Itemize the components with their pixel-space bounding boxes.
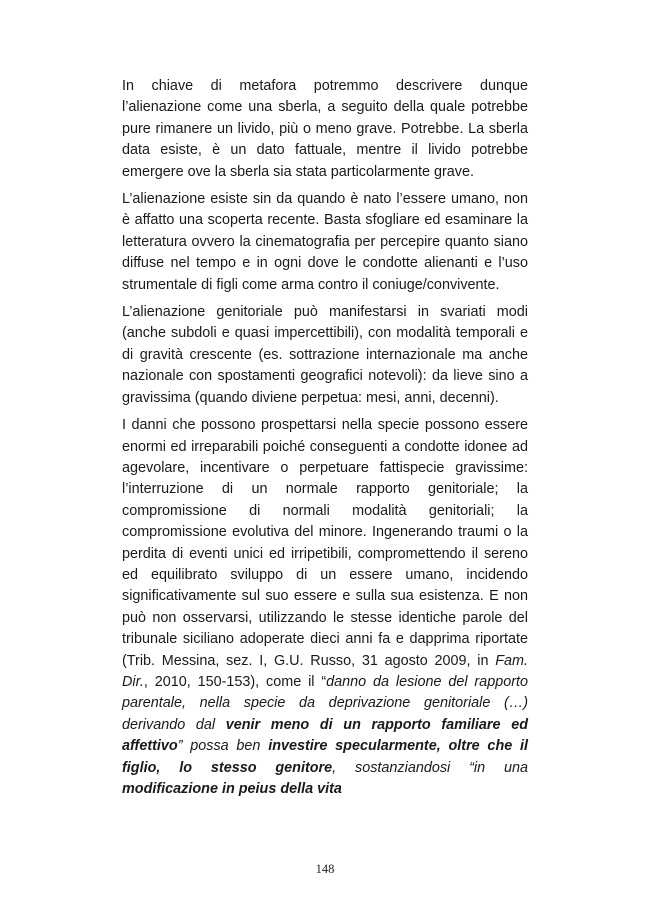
page-number: 148 xyxy=(315,862,335,876)
text-segment: L’alienazione esiste sin da quando è nato l’essere umano, non è affatto una scoperta recente. Basta sfogliare ed esaminare la letteratura ovvero la cinematografia per percepire quanto siano diffuse nel tempo e in ogni dove le condotte alienanti e l’uso strumentale di figli come arma contro il coniuge/convivente. xyxy=(122,191,528,293)
emphasized-quote: venir meno di un rapporto familiare ed affettivo xyxy=(122,716,528,755)
quoted-text: , sostanziandosi “in una xyxy=(332,759,528,776)
quoted-text: ” possa ben xyxy=(177,738,269,755)
text-segment: L’alienazione genitoriale può manifestarsi in svariati modi (anche subdoli e quasi impercettibili), con modalità temporali e di gravità crescente (es. sottrazione internazionale ma anche nazionale con spostamenti geografici notevoli): da lieve sino a gravissima (quando diviene perpetua: mesi, anni, decenni). xyxy=(122,304,528,406)
paragraph-3 xyxy=(122,302,528,409)
paragraph-1 xyxy=(122,76,528,183)
text-segment: In chiave di metafora potremmo descrivere dunque l’alienazione come una sberla, a seguito della quale potrebbe pure rimanere un livido, più o meno grave. Potrebbe. La sberla data esiste, è un dato fattuale, mentre il livido potrebbe emergere ove la sberla sia stata particolarmente grave. xyxy=(122,78,528,180)
text-segment: , 2010, 150-153), come il “ xyxy=(143,673,327,690)
quoted-text: danno da lesione del rapporto parentale, nella specie da deprivazione genitoriale (…) derivando dal xyxy=(122,673,528,733)
text-segment: I danni che possono prospettarsi nella specie possono essere enormi ed irreparabili poiché conseguenti a condotte idonee ad agevolare, incentivare o perpetuare fattispecie gravissime: l’interruzione di un normale rapporto genitoriale; la compromissione di normali modalità genitoriali; la compromissione evolutiva del minore. Ingenerando traumi o la perdita di eventi unici ed irripetibili, compromettendo il sereno ed equilibrato sviluppo di un essere umano, incidendo significativamente sul suo essere e sulla sua esistenza. E non può non osservarsi, utilizzando le stesse identiche parole del tribunale siciliano adoperate dieci anni fa e dapprima riportate (Trib. Messina, sez. I, G.U. Russo, 31 agosto 2009, in xyxy=(122,417,528,669)
emphasized-quote: investire specularmente, oltre che il figlio, lo stesso genitore xyxy=(122,738,528,776)
body-text xyxy=(122,76,528,800)
paragraph-4 xyxy=(122,415,528,800)
emphasized-quote: modificazione in peius della vita xyxy=(122,781,342,797)
paragraph-2 xyxy=(122,189,528,296)
journal-title: Fam. Dir. xyxy=(122,652,528,690)
